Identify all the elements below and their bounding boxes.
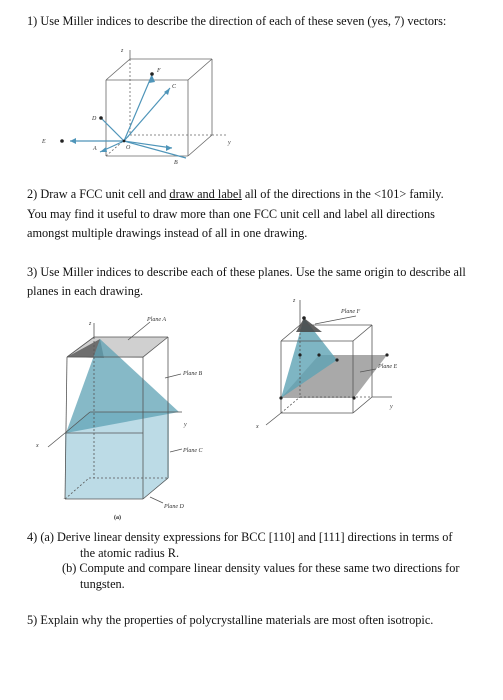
q3b-y-label: y xyxy=(390,404,393,410)
q2-text-b: all of the directions in the <101> family. xyxy=(241,187,444,201)
plane-e-label: Plane E xyxy=(378,364,398,370)
q3b-x-label: x xyxy=(256,424,259,430)
plane-f-label: Plane F xyxy=(341,309,361,315)
question-4b-line-1: (b) Compute and compare linear density values for these same two directions for xyxy=(62,561,460,575)
plane-b-label: Plane B xyxy=(183,371,203,377)
q2-text-a: 2) Draw a FCC unit cell and xyxy=(27,187,170,201)
plane-d-label: Plane D xyxy=(164,504,184,510)
question-3-line-2: planes in each drawing. xyxy=(27,284,144,298)
q1-d-label: D xyxy=(92,116,97,122)
q2-underlined-text: draw and label xyxy=(169,187,242,201)
q3b-z-label: z xyxy=(293,298,296,304)
q1-o-label: O xyxy=(126,145,131,151)
question-4b-line-2: tungsten. xyxy=(80,577,125,591)
q3a-x-label: x xyxy=(36,443,39,449)
q1-a-label: A xyxy=(93,146,97,152)
q1-f-label: F xyxy=(157,68,161,74)
q1-y-label: y xyxy=(228,140,231,146)
question-2-line-2: You may find it useful to draw more than one FCC unit cell and label all directions xyxy=(27,207,435,221)
question-5-text: 5) Explain why the properties of polycrystalline materials are most often isotropic. xyxy=(27,613,434,627)
q1-c-label: C xyxy=(172,84,177,90)
figure-a-caption: (a) xyxy=(114,515,121,521)
q3a-z-label: z xyxy=(89,321,92,327)
plane-c-label: Plane C xyxy=(183,448,203,454)
q3a-y-label: y xyxy=(184,422,187,428)
q1-e-label: E xyxy=(42,139,46,145)
question-4a-line-1: 4) (a) Derive linear density expressions for BCC [110] and [111] directions in terms of xyxy=(27,530,453,544)
question-1-text: 1) Use Miller indices to describe the direction of each of these seven (yes, 7) vectors: xyxy=(27,14,447,28)
q1-b-label: B xyxy=(174,160,178,166)
question-4a-line-2: the atomic radius R. xyxy=(80,546,180,560)
question-3-line-1: 3) Use Miller indices to describe each of these planes. Use the same origin to describe all xyxy=(27,265,466,279)
plane-a-label: Plane A xyxy=(147,317,167,323)
question-2-line-3: amongst multiple drawings instead of all in one drawing. xyxy=(27,226,308,240)
q1-z-label: z xyxy=(121,48,124,54)
